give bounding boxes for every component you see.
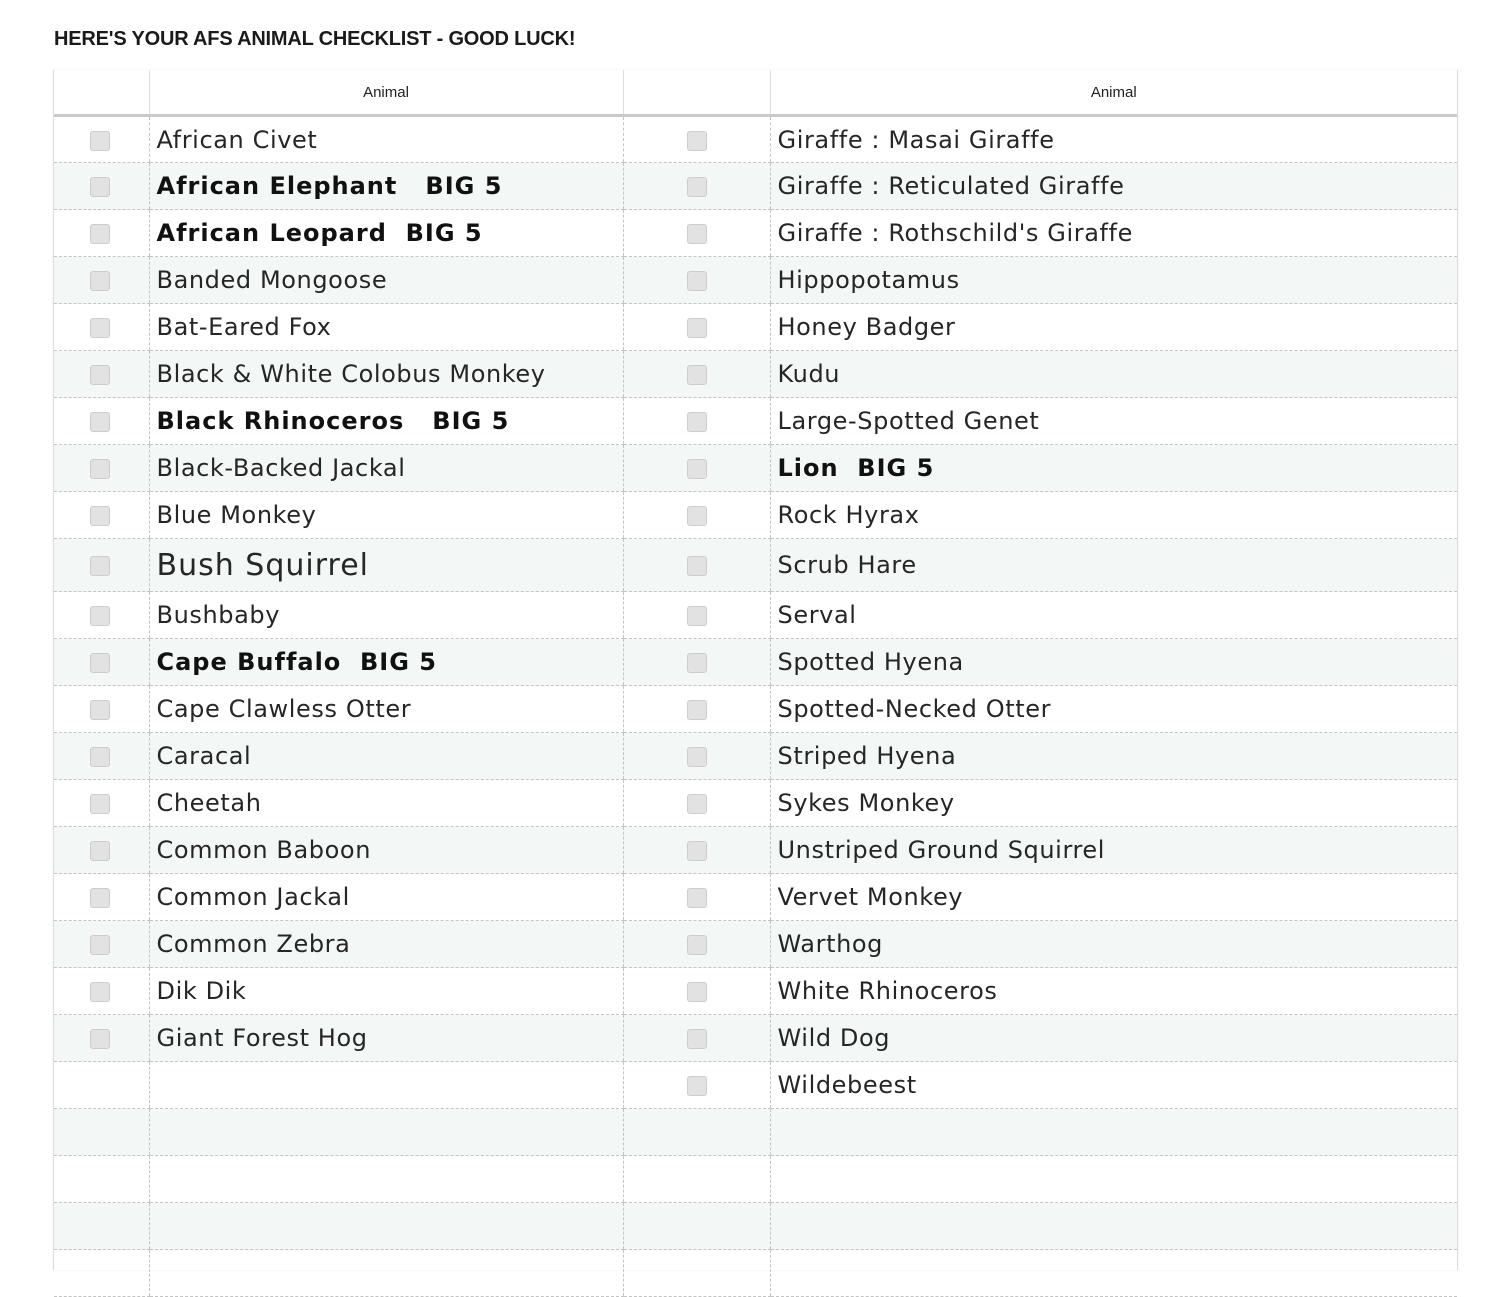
right-checkbox-cell [623,492,770,539]
animal-checkbox[interactable] [687,888,707,908]
table-row [54,639,1457,686]
right-animal-name: Spotted Hyena [770,639,1457,686]
animal-checklist-table-container [53,70,1458,1270]
left-animal-name: Giant Forest Hog [149,1015,623,1062]
animal-checkbox[interactable] [687,1029,707,1049]
table-row [54,780,1457,827]
left-empty-cell [149,1062,623,1109]
left-animal-name: Cape Clawless Otter [149,686,623,733]
left-animal-name: Caracal [149,733,623,780]
right-animal-name: Hippopotamus [770,257,1457,304]
left-animal-name: Cheetah [149,780,623,827]
left-checkbox-cell [54,968,149,1015]
table-row [54,351,1457,398]
left-checkbox-cell [54,351,149,398]
animal-checkbox[interactable] [90,841,110,861]
left-checkbox-cell [54,1203,149,1250]
animal-checkbox[interactable] [687,224,707,244]
right-animal-name: Giraffe : Reticulated Giraffe [770,163,1457,210]
table-row [54,1062,1457,1109]
left-animal-name: Common Zebra [149,921,623,968]
right-animal-name: Scrub Hare [770,539,1457,592]
left-checkbox-cell [54,1062,149,1109]
right-animal-name: Honey Badger [770,304,1457,351]
table-row [54,874,1457,921]
right-checkbox-cell [623,921,770,968]
table-header-row [54,70,1457,116]
right-animal-name: Warthog [770,921,1457,968]
animal-checkbox[interactable] [90,412,110,432]
table-row [54,686,1457,733]
right-animal-name: Sykes Monkey [770,780,1457,827]
right-checkbox-cell [623,304,770,351]
left-checkbox-cell [54,1109,149,1156]
left-checkbox-cell [54,539,149,592]
left-checkbox-cell [54,827,149,874]
right-checkbox-cell [623,639,770,686]
animal-checkbox[interactable] [687,935,707,955]
checklist-body [54,116,1457,1297]
right-checkbox-cell [623,1015,770,1062]
left-animal-name: Common Jackal [149,874,623,921]
table-row [54,827,1457,874]
animal-checkbox[interactable] [90,224,110,244]
left-animal-header[interactable]: Animal [149,70,623,116]
animal-checkbox[interactable] [90,794,110,814]
left-empty-cell [149,1109,623,1156]
animal-checkbox[interactable] [687,506,707,526]
right-checkbox-cell [623,351,770,398]
right-checkbox-cell [623,210,770,257]
left-checkbox-cell [54,733,149,780]
left-animal-name: Blue Monkey [149,492,623,539]
right-animal-name: Giraffe : Rothschild's Giraffe [770,210,1457,257]
left-checkbox-cell [54,921,149,968]
animal-checkbox[interactable] [90,556,110,576]
table-row [54,116,1457,163]
right-empty-cell [770,1156,1457,1203]
animal-checkbox[interactable] [90,982,110,1002]
right-animal-name: Wildebeest [770,1062,1457,1109]
left-animal-name: Bush Squirrel [149,539,623,592]
animal-checkbox[interactable] [687,131,707,151]
table-row [54,1156,1457,1203]
right-animal-name: Serval [770,592,1457,639]
animal-checkbox[interactable] [687,412,707,432]
animal-checkbox[interactable] [687,1076,707,1096]
right-checkbox-cell [623,592,770,639]
right-empty-cell [770,1109,1457,1156]
left-checkbox-cell [54,304,149,351]
table-row [54,492,1457,539]
left-empty-cell [149,1203,623,1250]
table-row [54,1015,1457,1062]
right-checkbox-cell [623,1062,770,1109]
right-animal-name: Vervet Monkey [770,874,1457,921]
animal-checkbox[interactable] [90,606,110,626]
right-checkbox-cell [623,1156,770,1203]
animal-checkbox[interactable] [90,177,110,197]
left-animal-name: Common Baboon [149,827,623,874]
right-checkbox-cell [623,1203,770,1250]
left-checkbox-cell [54,1015,149,1062]
animal-checkbox[interactable] [90,506,110,526]
animal-checkbox[interactable] [90,131,110,151]
table-row [54,398,1457,445]
table-row [54,921,1457,968]
right-animal-name: Giraffe : Masai Giraffe [770,116,1457,163]
animal-checkbox[interactable] [90,653,110,673]
right-checkbox-cell [623,539,770,592]
left-checkbox-cell [54,163,149,210]
left-empty-cell [149,1156,623,1203]
left-animal-name: Bushbaby [149,592,623,639]
animal-checkbox[interactable] [687,747,707,767]
animal-checkbox[interactable] [687,606,707,626]
left-checkbox-cell [54,492,149,539]
left-checkbox-cell [54,116,149,163]
animal-checkbox[interactable] [90,318,110,338]
left-animal-name: African Elephant BIG 5 [149,163,623,210]
animal-checklist-table [54,70,1457,1297]
left-checkbox-header [54,70,149,116]
right-animal-name: Wild Dog [770,1015,1457,1062]
animal-checkbox[interactable] [687,700,707,720]
right-animal-name: Unstriped Ground Squirrel [770,827,1457,874]
right-animal-name: Striped Hyena [770,733,1457,780]
animal-checkbox[interactable] [687,794,707,814]
animal-checkbox[interactable] [90,747,110,767]
left-checkbox-cell [54,592,149,639]
right-animal-name: Lion BIG 5 [770,445,1457,492]
table-row [54,539,1457,592]
right-checkbox-header [623,70,770,116]
animal-checkbox[interactable] [687,982,707,1002]
animal-checkbox[interactable] [90,888,110,908]
animal-checkbox[interactable] [687,653,707,673]
right-animal-name: Spotted-Necked Otter [770,686,1457,733]
left-animal-name: Black & White Colobus Monkey [149,351,623,398]
animal-checkbox[interactable] [687,271,707,291]
table-row [54,304,1457,351]
table-row [54,257,1457,304]
page-title: HERE'S YOUR AFS ANIMAL CHECKLIST - GOOD LUCK! [54,28,576,50]
right-checkbox-cell [623,874,770,921]
animal-checkbox[interactable] [90,1029,110,1049]
right-empty-cell [770,1203,1457,1250]
table-row [54,968,1457,1015]
left-checkbox-cell [54,686,149,733]
table-row [54,445,1457,492]
animal-checkbox[interactable] [90,935,110,955]
right-checkbox-cell [623,968,770,1015]
animal-checkbox[interactable] [687,556,707,576]
animal-checkbox[interactable] [90,365,110,385]
left-checkbox-cell [54,398,149,445]
animal-checkbox[interactable] [687,177,707,197]
right-checkbox-cell [623,733,770,780]
animal-checkbox[interactable] [687,459,707,479]
right-animal-name: Kudu [770,351,1457,398]
left-checkbox-cell [54,445,149,492]
right-checkbox-cell [623,780,770,827]
right-checkbox-cell [623,163,770,210]
right-checkbox-cell [623,827,770,874]
table-row [54,1109,1457,1156]
right-animal-header[interactable]: Animal [770,70,1457,116]
table-row [54,210,1457,257]
right-animal-name: Large-Spotted Genet [770,398,1457,445]
left-animal-name: Black Rhinoceros BIG 5 [149,398,623,445]
right-checkbox-cell [623,1109,770,1156]
left-animal-name: Black-Backed Jackal [149,445,623,492]
right-checkbox-cell [623,398,770,445]
table-row [54,592,1457,639]
right-checkbox-cell [623,116,770,163]
left-checkbox-cell [54,257,149,304]
left-animal-name: Banded Mongoose [149,257,623,304]
right-animal-name: Rock Hyrax [770,492,1457,539]
animal-checkbox[interactable] [687,365,707,385]
left-checkbox-cell [54,1156,149,1203]
left-checkbox-cell [54,210,149,257]
left-animal-name: Bat-Eared Fox [149,304,623,351]
left-checkbox-cell [54,874,149,921]
left-animal-name: African Leopard BIG 5 [149,210,623,257]
left-animal-name: African Civet [149,116,623,163]
left-checkbox-cell [54,639,149,686]
table-row [54,1203,1457,1250]
table-row [54,163,1457,210]
animal-checkbox[interactable] [687,318,707,338]
animal-checkbox[interactable] [687,841,707,861]
animal-checkbox[interactable] [90,271,110,291]
right-checkbox-cell [623,257,770,304]
animal-checkbox[interactable] [90,459,110,479]
right-checkbox-cell [623,686,770,733]
left-animal-name: Cape Buffalo BIG 5 [149,639,623,686]
left-checkbox-cell [54,780,149,827]
right-animal-name: White Rhinoceros [770,968,1457,1015]
right-checkbox-cell [623,445,770,492]
left-animal-name: Dik Dik [149,968,623,1015]
animal-checkbox[interactable] [90,700,110,720]
table-row [54,733,1457,780]
